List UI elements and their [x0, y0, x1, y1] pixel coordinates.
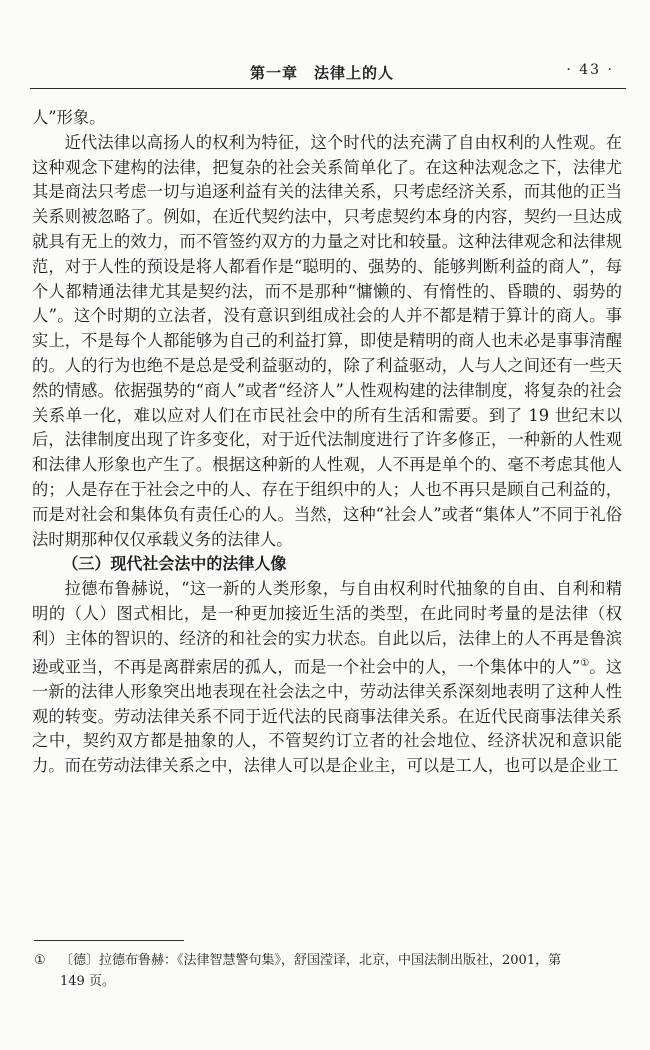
body-text [32, 106, 622, 779]
footnote [34, 950, 614, 992]
paragraph-continuation: 人”形象。 [32, 108, 106, 127]
section-heading: （三）现代社会法中的法律人像 [62, 554, 287, 574]
paragraph-text: 。这一新的法律人形象突出地表现在社会法之中，劳动法律关系深刻地表明了这种人性观的转变。劳动法律关系不同于近代法的民商事法律关系。在近代民商事法律关系之中，契约双方都是抽象的人，不管契约订立者的社会地位、经济状况和意识能力。而在劳动法律关系之中，法律人可以是企业主，可以是工人，也可以是企业工 [32, 656, 622, 776]
paragraph [32, 577, 622, 779]
page-number: · 43 · [566, 62, 614, 78]
footnote-number: ① [34, 953, 46, 968]
footnote-reference: ① [580, 657, 590, 669]
chapter-title: 第一章 法律上的人 [250, 64, 395, 82]
paragraph-text: 拉德布鲁赫说，“这一新的人类形象，与自由权利时代抽象的自由、自利和精明的（人）图式相比，是一种更加接近生活的类型，在此同时考量的是法律（权利）主体的智识的、经济的和社会的实力状态。自此以后，法律上的人不再是鲁滨逊或亚当，不再是离群索居的孤人，而是一个社会中的人，一个集体中的人” [32, 579, 622, 676]
paragraph: 近代法律以高扬人的权利为特征，这个时代的法充满了自由权利的人性观。在这种观念下建构的法律，把复杂的社会关系简单化了。在这种法观念之下，法律尤其是商法只考虑一切与追逐利益有关的法律关系，只考虑经济关系，而其他的正当关系则被忽略了。例如，在近代契约法中，只考虑契约本身的内容，契约一旦达成就具有无上的效力，而不管签约双方的力量之对比和较量。这种法律观念和法律规范，对于人性的预设是将人都看作是“聪明的、强势的、能够判断利益的商人”，每个人都精通法律尤其是契约法，而不是那种“慵懒的、有惰性的、昏聩的、弱势的人”。这个时期的立法者，没有意识到组成社会的人并不都是精于算计的商人。事实上，不是每个人都能够为自己的利益打算，即使是精明的商人也未必是事事清醒的。人的行为也绝不是总是受利益驱动的，除了利益驱动，人与人之间还有一些天然的情感。依据强势的“商人”或者“经济人”人性观构建的法律制度，将复杂的社会关系单一化，难以应对人们在市民社会中的所有生活和需要。到了 19 世纪末以后，法律制度出现了许多变化，对于近代法制度进行了许多修正，一种新的人性观和法律人形象也产生了。根据这种新的人性观，人不再是单个的、毫不考虑其他人的；人是存在于社会之中的人、存在于组织中的人；人也不再只是顾自己利益的，而是对社会和集体负有责任心的人。当然，这种“社会人”或者“集体人”不同于礼俗法时期那种仅仅承载义务的法律人。 [32, 132, 622, 549]
footnote-text: 〔德〕拉德布鲁赫：《法律智慧警句集》，舒国滢译，北京，中国法制出版社，2001，第 [60, 953, 562, 968]
footnote-divider [34, 940, 184, 941]
page-header [30, 48, 626, 89]
footnote-text-continuation: 149 页。 [60, 974, 115, 989]
